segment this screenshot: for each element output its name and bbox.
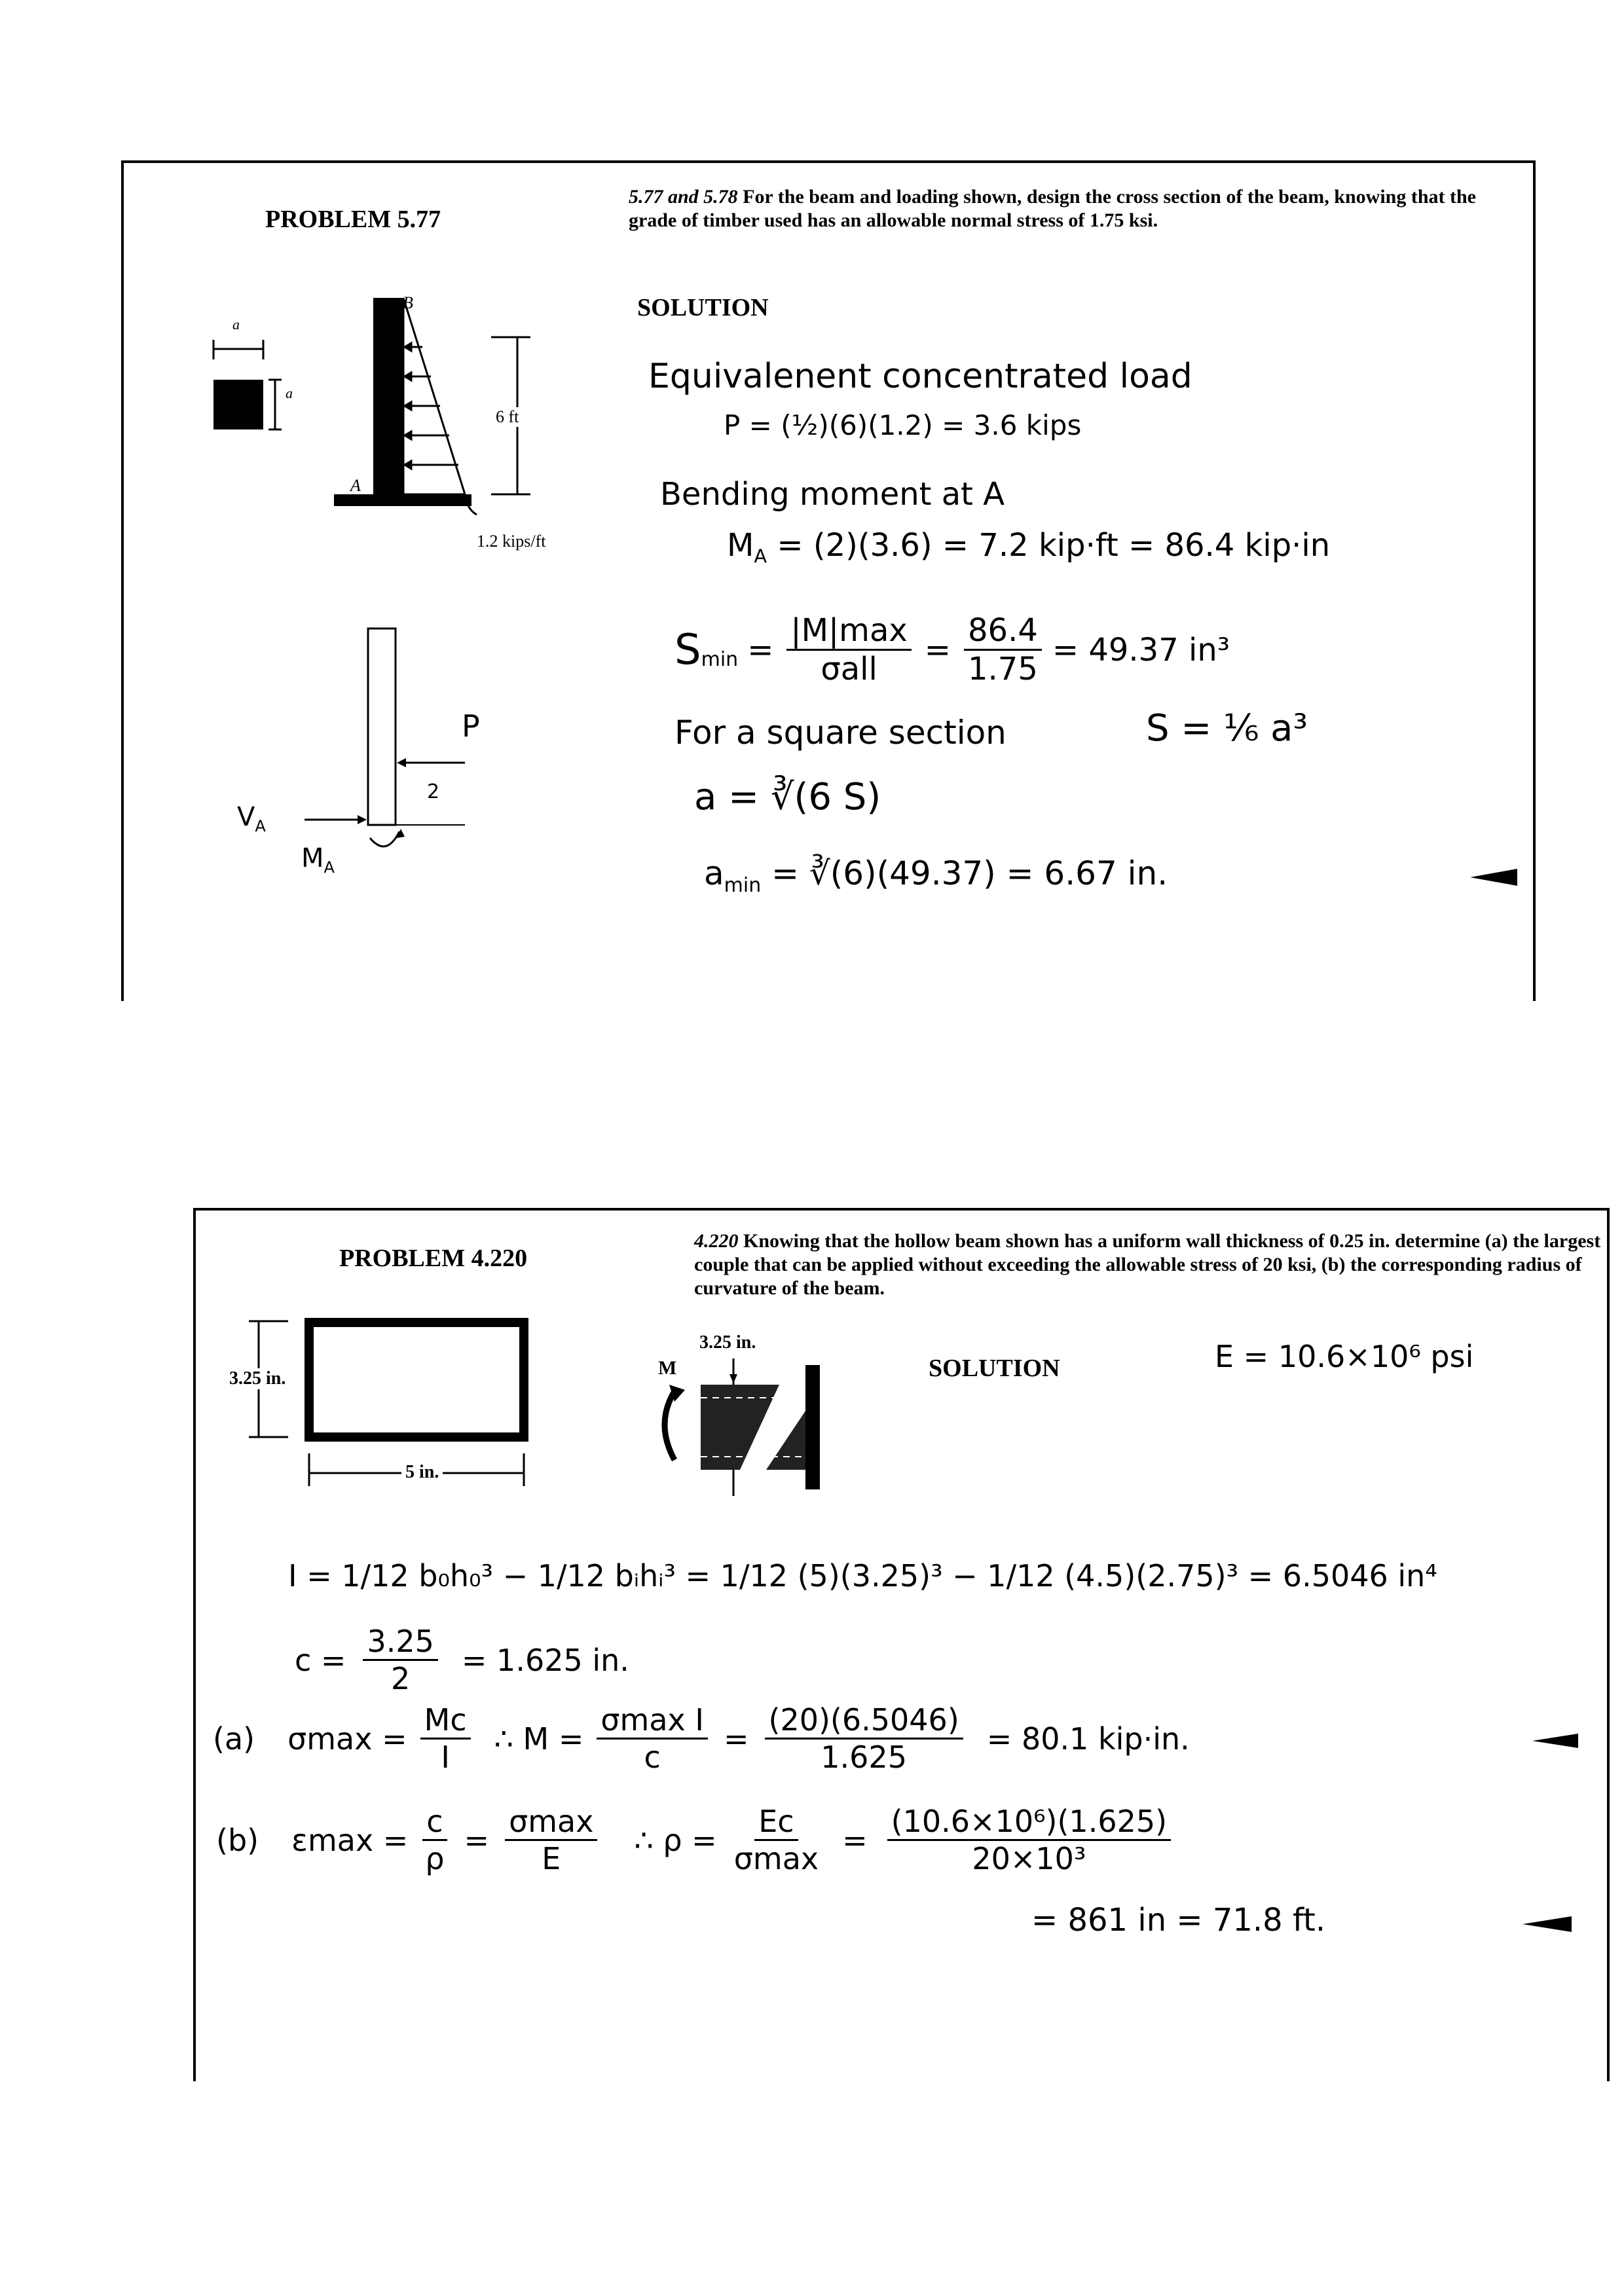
part-a-frac1-den: I: [441, 1740, 450, 1775]
c-frac-den: 2: [391, 1661, 411, 1696]
part-a-line: [213, 1702, 1190, 1775]
side-formula: a = ∛(6 S): [694, 776, 881, 818]
smin-frac2: [964, 612, 1042, 687]
part-b-line: [216, 1804, 1175, 1876]
answer-marker-icon: [1522, 1915, 1575, 1933]
hollow-height-label: 3.25 in.: [229, 1368, 286, 1389]
part-b-eq1: =: [464, 1822, 490, 1858]
problem-4220-number: 4.220: [694, 1230, 739, 1252]
square-dim-label-side: a: [286, 385, 293, 401]
part-b-frac2-num: σmax: [505, 1804, 597, 1841]
part-b-therefore: ∴ ρ =: [634, 1822, 717, 1858]
c-symbol: c =: [295, 1642, 346, 1678]
answer-marker-icon: [1532, 1732, 1581, 1749]
part-b-frac3-num: Ec: [754, 1804, 798, 1841]
part-b-frac4-num: (10.6×10⁶)(1.625): [887, 1804, 1171, 1841]
solution-577-line-1: Equivalenent concentrated load: [648, 357, 1192, 396]
part-a-frac3-num: (20)(6.5046): [765, 1702, 963, 1740]
ma-expression: = (2)(3.6) = 7.2 kip·ft = 86.4 kip·in: [767, 527, 1331, 564]
ma-subscript: A: [754, 545, 767, 568]
force-p-label: P: [462, 708, 480, 744]
part-a-frac2-num: σmax I: [597, 1702, 708, 1740]
lever-arm-label: 2: [427, 780, 440, 803]
square-section-text: For a square section: [674, 714, 1006, 752]
solution-577-line-2: P = (½)(6)(1.2) = 3.6 kips: [724, 409, 1082, 441]
square-dim-label-top: a: [232, 316, 240, 333]
smin-symbol: S: [674, 625, 701, 674]
part-b-frac4-den: 20×10³: [972, 1841, 1086, 1876]
hollow-section-figure: [249, 1316, 550, 1512]
problem-577-solution-heading: SOLUTION: [637, 294, 769, 321]
smin-result: = 49.37 in³: [1052, 631, 1230, 668]
moment-of-inertia-line: I = 1/12 b₀h₀³ − 1/12 bᵢhᵢ³ = 1/12 (5)(3.25)³ − 1/12 (4.5)(2.75)³ = 6.5046 in⁴: [288, 1558, 1437, 1594]
shear-va-subscript: A: [255, 817, 266, 835]
smin-frac1-num: |M|max: [786, 612, 911, 651]
part-b-epsilon: εmax =: [291, 1822, 409, 1858]
problem-577-number: 5.77 and 5.78: [629, 186, 738, 208]
problem-4220-solution-heading: SOLUTION: [929, 1355, 1060, 1382]
part-a-frac1-num: Mc: [420, 1702, 471, 1740]
modulus-note: E = 10.6×10⁶ psi: [1215, 1339, 1474, 1374]
load-intensity-label: 1.2 kips/ft: [477, 532, 546, 551]
amin-subscript: min: [724, 874, 762, 897]
part-b-frac1-num: c: [422, 1804, 447, 1841]
ma-symbol: M: [727, 527, 754, 564]
point-b-label: B: [403, 293, 413, 312]
c-frac-num: 3.25: [363, 1624, 437, 1661]
part-b-frac1: [421, 1804, 448, 1876]
part-b-label: (b): [216, 1822, 259, 1858]
problem-4220-statement: [694, 1230, 1604, 1300]
part-a-frac3: [765, 1702, 963, 1775]
moment-ma-symbol: M: [301, 843, 324, 873]
answer-marker-icon: [1470, 867, 1522, 887]
part-a-sigma: σmax =: [287, 1721, 407, 1757]
section-modulus-equation: [674, 612, 1230, 687]
smin-frac2-num: 86.4: [964, 612, 1042, 651]
smin-frac1: [786, 612, 911, 687]
part-a-frac2-den: c: [644, 1740, 661, 1775]
part-b-eq2: =: [842, 1822, 868, 1858]
part-a-frac3-den: 1.625: [821, 1740, 907, 1775]
problem-4220-title: PROBLEM 4.220: [339, 1245, 528, 1272]
c-distance-line: [295, 1624, 629, 1696]
point-a-label: A: [350, 476, 361, 495]
part-b-result: = 861 in = 71.8 ft.: [1031, 1902, 1326, 1939]
shear-va-symbol: V: [237, 802, 255, 832]
smin-frac1-den: σall: [821, 651, 877, 687]
problem-577-statement: [629, 185, 1519, 232]
cantilever-beam-figure: [334, 295, 596, 556]
c-result: = 1.625 in.: [461, 1642, 629, 1678]
part-b-frac3: [730, 1804, 822, 1876]
couple-m-label: M: [658, 1357, 677, 1379]
problem-4220-text: Knowing that the hollow beam shown has a uniform wall thickness of 0.25 in. determine (a) the largest couple that can be applied without exceeding the allowable stress of 20 ksi, (b) the corresponding radius of curvature of the beam.: [694, 1230, 1601, 1299]
part-b-frac3-den: σmax: [733, 1841, 819, 1876]
problem-577-text: For the beam and loading shown, design the cross section of the beam, knowing that the grade of timber used has an allowable normal stress of 1.75 ksi.: [629, 186, 1477, 231]
part-b-frac4: [887, 1804, 1171, 1876]
solution-577-line-4: [727, 527, 1330, 568]
amin-symbol: a: [704, 854, 724, 892]
part-a-therefore: ∴ M =: [494, 1721, 584, 1757]
solution-577-line-3: Bending moment at A: [660, 476, 1005, 513]
part-a-result: = 80.1 kip·in.: [986, 1721, 1190, 1757]
part-a-frac1: [420, 1702, 471, 1775]
part-b-frac1-den: ρ: [425, 1841, 445, 1876]
shear-va-label: [237, 802, 266, 835]
c-frac: [363, 1624, 437, 1696]
problem-577-title: PROBLEM 5.77: [265, 206, 441, 233]
smin-eq1: =: [747, 631, 774, 668]
hollow-width-label: 5 in.: [401, 1462, 443, 1483]
amin-expression: = ∛(6)(49.37) = 6.67 in.: [761, 854, 1168, 892]
moment-ma-subscript: A: [323, 858, 335, 877]
smin-frac2-den: 1.75: [967, 651, 1038, 687]
smin-subscript: min: [701, 648, 739, 671]
part-b-frac2: [505, 1804, 597, 1876]
amin-result: [704, 854, 1168, 897]
square-section-formula: S = ⅙ a³: [1146, 707, 1308, 750]
part-a-eq: =: [723, 1721, 749, 1757]
moment-ma-label: [301, 843, 335, 877]
side-height-label: 3.25 in.: [699, 1332, 756, 1353]
part-b-frac2-den: E: [542, 1841, 561, 1876]
height-6ft-label: 6 ft: [496, 407, 519, 426]
part-a-label: (a): [213, 1721, 255, 1757]
part-a-frac2: [597, 1702, 708, 1775]
smin-eq2: =: [924, 631, 951, 668]
square-section-figure: [210, 331, 295, 435]
